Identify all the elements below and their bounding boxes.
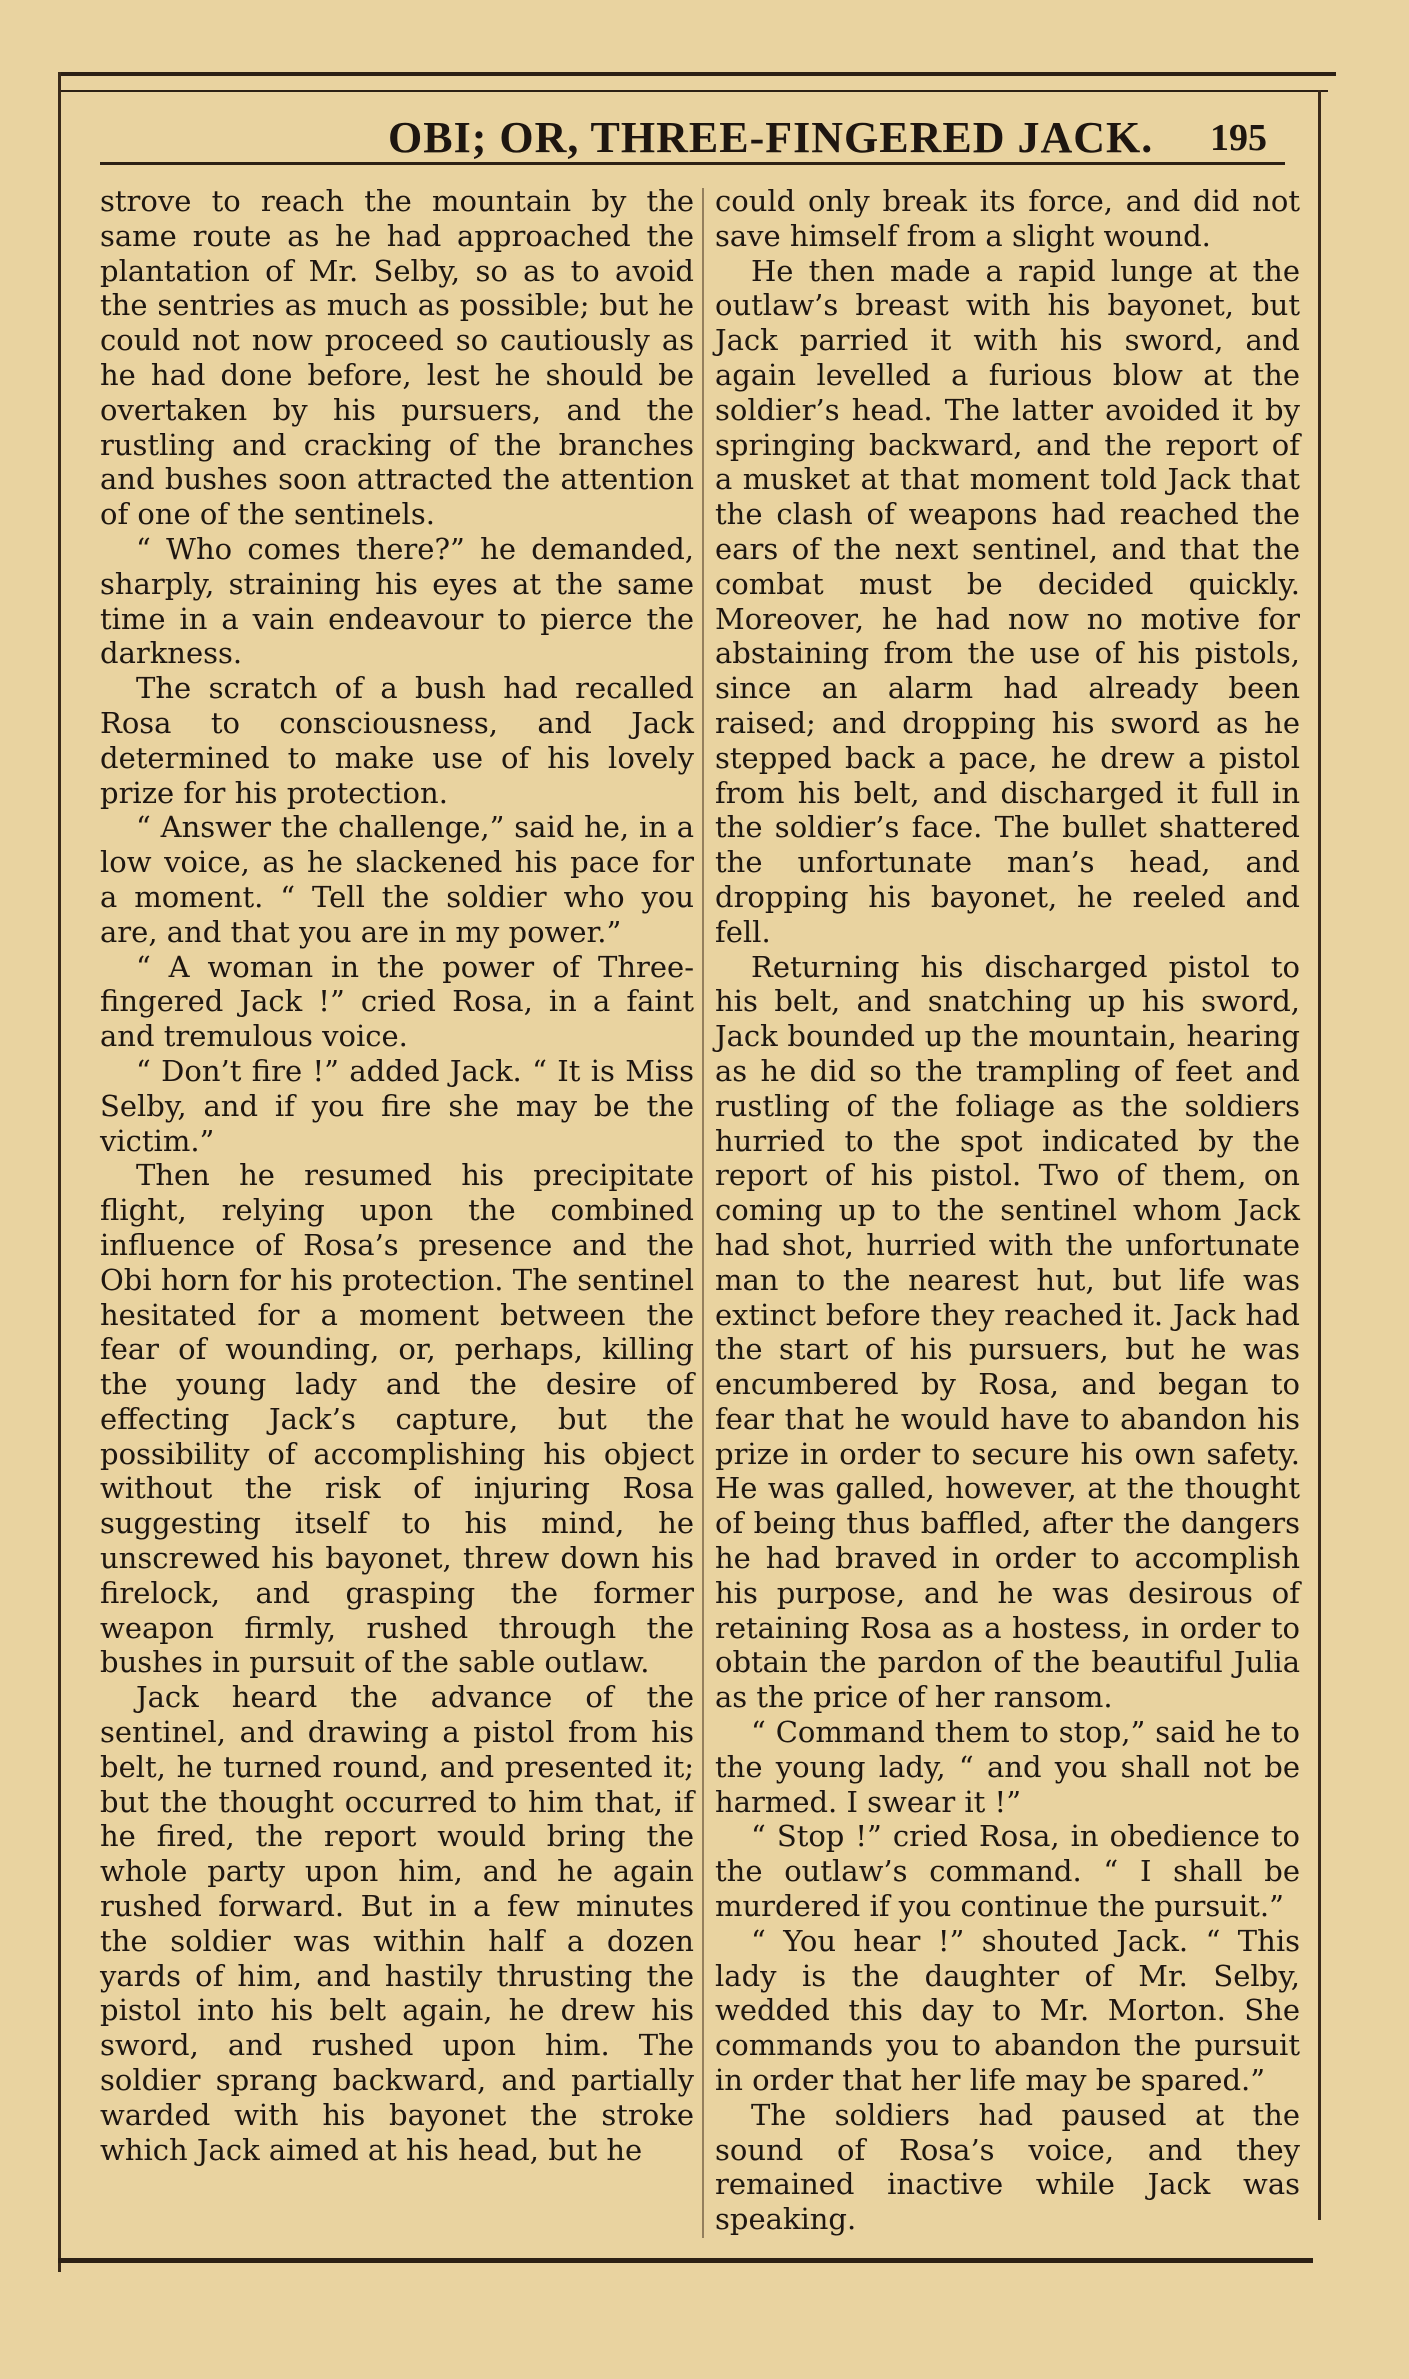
right-column	[715, 184, 1300, 2244]
paragraph: “ Stop !” cried Rosa, in obedience to the outlaw’s command. “ I shall be murdered if you continue the pursuit.”	[715, 1819, 1300, 1924]
paragraph: “ Command them to stop,” said he to the young lady, “ and you shall not be harmed. I swear it !”	[715, 1715, 1300, 1819]
paragraph: “ You hear !” shouted Jack. “ This lady is the daughter of Mr. Selby, wedded this day to Mr. Morton. She commands you to abandon the pursuit in order that her life may be spared.”	[715, 1923, 1300, 2098]
paragraph: Then he resumed his precipitate flight, relying upon the combined influence of Rosa’s presence and the Obi horn for his protection. The sentinel hesitated for a moment between the fear of wounding, or, perhaps, killing the young lady and the desire of effecting Jack’s capture, but the possibility of accomplishing his object without the risk of injuring Rosa suggesting itself to his mind, he unscrewed his bayonet, threw down his firelock, and grasping the former weapon firmly, rushed through the bushes in pursuit of the sable outlaw.	[100, 1158, 694, 1680]
paragraph: “ Answer the challenge,” said he, in a low voice, as he slackened his pace for a moment. “ Tell the soldier who you are, and that you are in my power.”	[100, 810, 694, 949]
paragraph: He then made a rapid lunge at the outlaw’s breast with his bayonet, but Jack parried it with his sword, and again levelled a furious blow at the soldier’s head. The latter avoided it by springing backward, and the report of a musket at that moment told Jack that the clash of weapons had reached the ears of the next sentinel, and that the combat must be decided quickly. Moreover, he had now no motive for abstaining from the use of his pistols, since an alarm had already been raised; and dropping his sword as he stepped back a pace, he drew a pistol from his belt, and discharged it full in the soldier’s face. The bullet shattered the unfortunate man’s head, and dropping his bayonet, he reeled and fell.	[715, 253, 1300, 949]
paragraph: Jack heard the advance of the sentinel, and drawing a pistol from his belt, he turned round, and presented it; but the thought occurred to him that, if he fired, the report would bring the whole party upon him, and he again rushed forward. But in a few minutes the soldier was within half a dozen yards of him, and hastily thrusting the pistol into his belt again, he drew his sword, and rushed upon him. The soldier sprang backward, and partially warded with his bayonet the stroke which Jack aimed at his head, but he	[100, 1680, 694, 2167]
paragraph: “ Who comes there?” he demanded, sharply, straining his eyes at the same time in a vain endeavour to pierce the darkness.	[100, 531, 694, 671]
column-divider	[702, 188, 704, 2238]
paragraph: strove to reach the mountain by the same route as he had approached the plantation of Mr. Selby, so as to avoid the sentries as much as possible; but he could not now proceed so cautiously as he had done before, lest he should be overtaken by his pursuers, and the rustling and cracking of the branches and bushes soon attracted the attention of one of the sentinels.	[100, 184, 694, 532]
running-title: OBI; OR, THREE-FINGERED JACK.	[388, 113, 1154, 162]
paragraph: Returning his discharged pistol to his belt, and snatching up his sword, Jack bounded up the mountain, hearing as he did so the trampling of feet and rustling of the foliage as the soldiers hurried to the spot indicated by the report of his pistol. Two of them, on coming up to the sentinel whom Jack had shot, hurried with the unfortunate man to the nearest hut, but life was extinct before they reached it. Jack had the start of his pursuers, but he was encumbered by Rosa, and began to fear that he would have to abandon his prize in order to secure his own safety. He was galled, however, at the thought of being thus baffled, after the dangers he had braved in order to accomplish his purpose, and he was desirous of retaining Rosa as a hostess, in order to obtain the pardon of the beautiful Julia as the price of her ransom.	[715, 949, 1300, 1715]
right-border-rule	[1318, 90, 1321, 2220]
header-rule	[100, 162, 1285, 165]
paragraph: “ Don’t fire !” added Jack. “ It is Miss Selby, and if you fire she may be the victim.”	[100, 1053, 694, 1158]
paragraph: could only break its force, and did not save himself from a slight wound.	[715, 184, 1300, 253]
paragraph: The soldiers had paused at the sound of Rosa’s voice, and they remained inactive while Jack was speaking.	[715, 2097, 1300, 2237]
page-number: 195	[1210, 117, 1267, 159]
left-column	[100, 184, 694, 2244]
paragraph: The scratch of a bush had recalled Rosa to consciousness, and Jack determined to make use of his lovely prize for his protection.	[100, 671, 694, 810]
paragraph: “ A woman in the power of Three-fingered Jack !” cried Rosa, in a faint and tremulous voice.	[100, 949, 694, 1054]
bottom-border-rule	[58, 2258, 1313, 2263]
